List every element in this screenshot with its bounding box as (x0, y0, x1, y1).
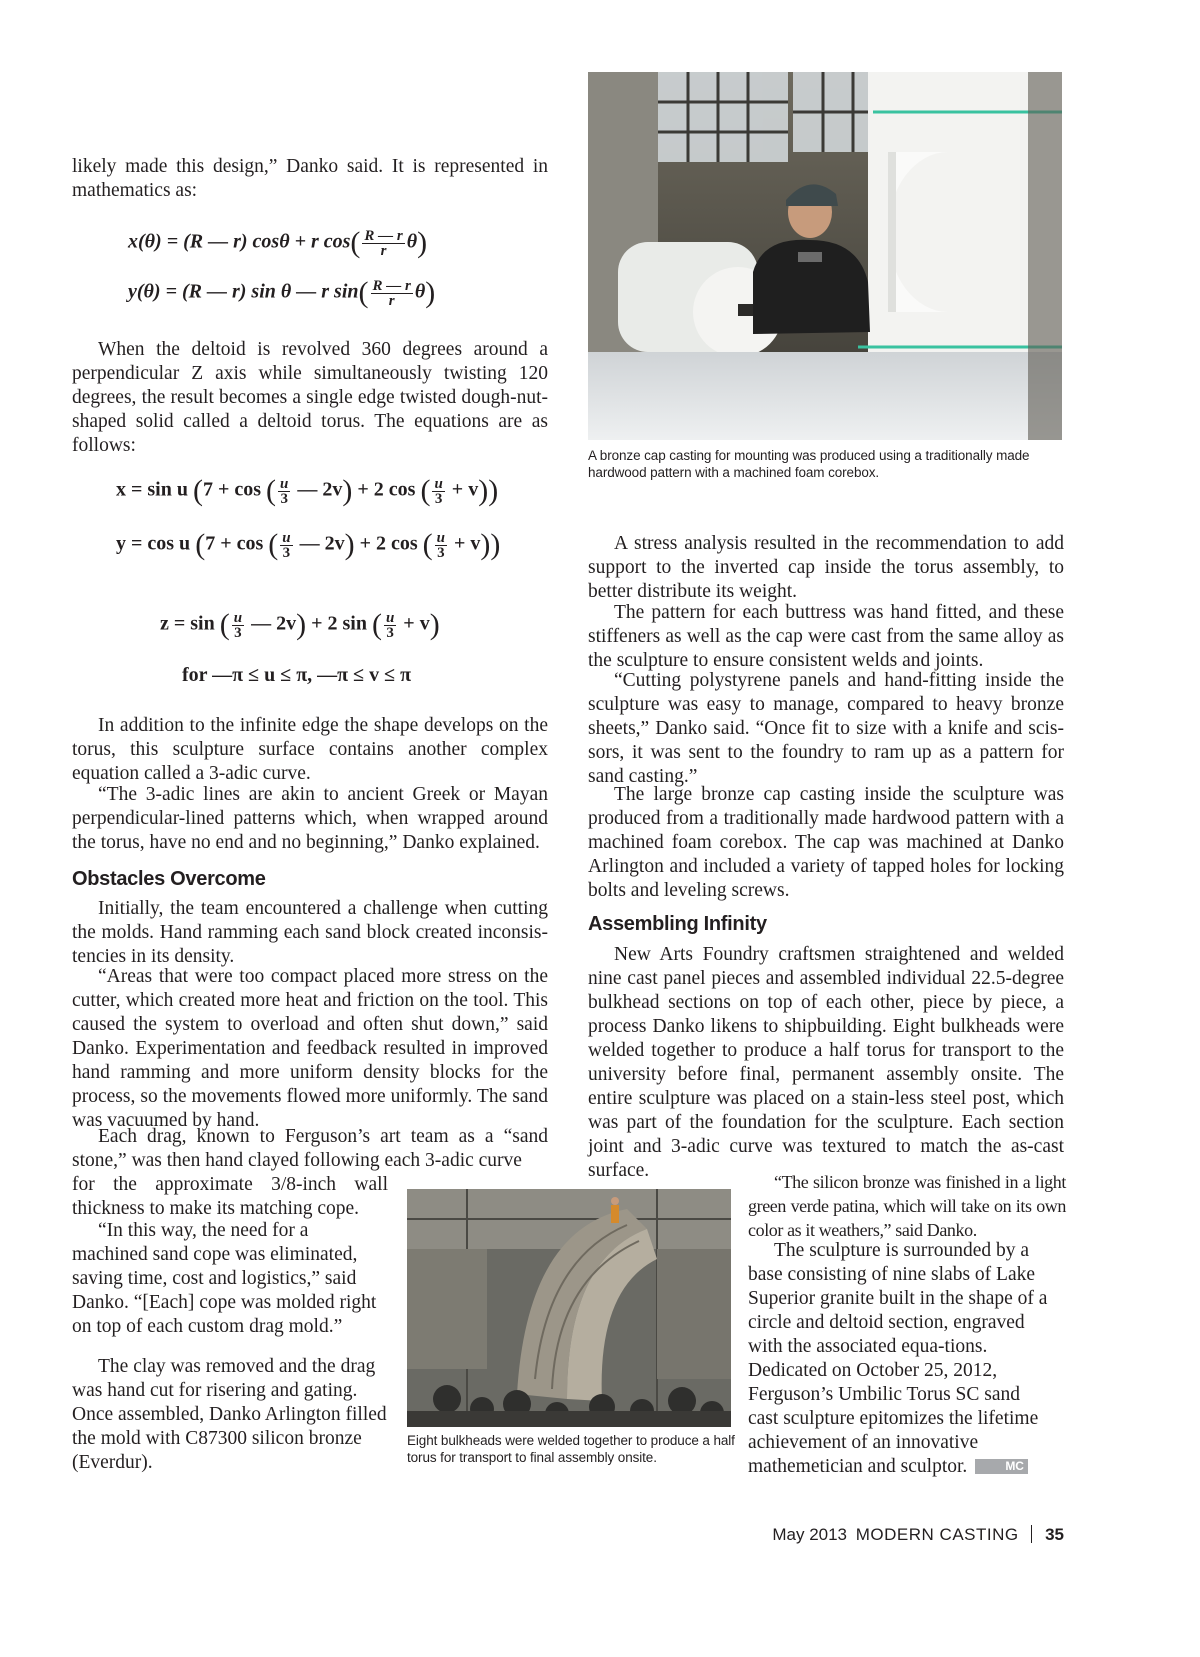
equation-y-lhs: y(θ) = (R — r) sin θ — r sin (128, 280, 359, 303)
drag-paragraph-continued: for the approximate 3/8-inch wall thickness to make its matching cope. (72, 1174, 388, 1219)
initially-paragraph: Initially, the team encountered a challenge when cutting the molds. Hand ramming each sand block created inconsis-tencies in its density. (72, 898, 548, 967)
photo-bulkheads-image (407, 1189, 731, 1427)
surrounded-text: The sculpture is surrounded by a base consisting of nine slabs of Lake Superior granite built in the shape of a circle and deltoid section, engraved with the associated equa-tions. Dedicated on October 25, 2012, Ferguson’s Umbilic Torus SC sand cast sculpture epitomizes the lifetime achievement of an innovative mathemetician and sculptor. (748, 1240, 1048, 1477)
stress-paragraph: A stress analysis resulted in the recommendation to add support to the inverted cap inside the torus assembly, to better distribute its weight. (588, 533, 1064, 602)
3adic-paragraph: “The 3-adic lines are akin to ancient Greek or Mayan perpendicular-lined patterns which, when wrapped around the torus, have no end and no beginning,” Danko explained. (72, 784, 548, 853)
page-footer (772, 1525, 1064, 1545)
photo-foam-corebox (588, 72, 1062, 440)
new-arts-paragraph: New Arts Foundry craftsmen straightened and welded nine cast panel pieces and assembled individual 22.5-degree bulkhead sections on top of each other, piece by piece, a process Danko likens to shipbuilding. Eight bulkheads were welded together to produce a half torus for transport to the university before final, permanent assembly onsite. The entire sculpture was placed on a stain-less steel post, which was part of the foundation for the sculpture. Each section joint and 3-adic curve was textured to match the as-cast surface. (588, 944, 1064, 1181)
drag-paragraph: Each drag, known to Ferguson’s art team as a “sand stone,” was then hand clayed following each 3-adic curve (72, 1126, 548, 1171)
photo-foam-corebox-image (588, 72, 1062, 440)
equation-x-lhs: x(θ) = (R — r) cosθ + r cos (128, 230, 351, 253)
intro-paragraph: likely made this design,” Danko said. It is represented in mathematics as: (72, 156, 548, 201)
equation-torus-x: x = sin u (7 + cos ( $\frac{u}{3}$ — 2v) + 2 cos ( $\frac{u}{3}$ + v)) (116, 474, 499, 507)
equation-deltoid-y: y(θ) = (R — r) sin θ — r sin( $\frac{R — r}{r}$ θ) (128, 276, 436, 309)
heading-obstacles-overcome: Obstacles Overcome (72, 868, 266, 890)
surrounded-paragraph (748, 1239, 1048, 1479)
photo-foam-corebox-caption: A bronze cap casting for mounting was produced using a traditionally made hardwood pattern with a machined foam corebox. (588, 448, 1030, 480)
equation-range: for —π ≤ u ≤ π, —π ≤ v ≤ π (182, 664, 412, 686)
in-this-way-paragraph: “In this way, the need for a machined sand cope was eliminated, saving time, cost and logistics,” said Danko. “[Each] cope was molded right on top of each custom drag mold.” (72, 1220, 377, 1337)
areas-paragraph: “Areas that were too compact placed more stress on the cutter, which created more heat and friction on the tool. This caused the system to overload and often shut down,” said Danko. Experimentation and feedback resulted in improved hand ramming and more uniform density blocks for the process, so the movements flowed more uniformly. The sand was vacuumed by hand. (72, 966, 548, 1131)
footer-date: May 2013 (772, 1525, 848, 1544)
footer-divider (1031, 1525, 1032, 1543)
footer-page-number: 35 (1045, 1525, 1064, 1544)
clay-paragraph: The clay was removed and the drag was hand cut for risering and gating. Once assembled, Danko Arlington filled the mold with C87300 silicon bronze (Everdur). (72, 1356, 387, 1473)
revolve-paragraph: When the deltoid is revolved 360 degrees around a perpendicular Z axis while simultaneously twisting 120 degrees, the result becomes a single edge twisted dough-nut-shaped solid called a deltoid torus. The equations are as follows: (72, 339, 548, 456)
footer-magazine: MODERN CASTING (855, 1525, 1019, 1544)
equation-torus-z: z = sin ( $\frac{u}{3}$ — 2v) + 2 sin ( $\frac{u}{3}$ + v) (160, 608, 440, 641)
large-cap-paragraph: The large bronze cap casting inside the sculpture was produced from a traditionally made hardwood pattern with a machined foam corebox. The cap was machined at Danko Arlington and included a variety of tapped holes for locking bolts and leveling screws. (588, 784, 1064, 901)
infinite-edge-paragraph: In addition to the infinite edge the shape develops on the torus, this sculpture surface contains another complex equation called a 3-adic curve. (72, 715, 548, 784)
equation-x-fraction: $\frac{R — r}{r}$ (364, 227, 403, 259)
equation-deltoid-x: x(θ) = (R — r) cosθ + r cos( $\frac{R — r}{r}$ θ) (128, 226, 428, 259)
pattern-paragraph: The pattern for each buttress was hand fitted, and these stiffeners as well as the cap were cast from the same alloy as the sculpture to ensure consistent welds and joints. (588, 602, 1064, 671)
mc-end-mark: MC (975, 1459, 1028, 1474)
silicon-bronze-paragraph: “The silicon bronze was finished in a light green verde patina, which will take on its own color as it weathers,” said Danko. (748, 1172, 1066, 1240)
cutting-paragraph: “Cutting polystyrene panels and hand-fitting inside the sculpture was easy to manage, compared to heavy bronze sheets,” Danko said. “Once fit to size with a knife and scis-sors, it was sent to the foundry to ram up as a pattern for sand casting.” (588, 670, 1064, 787)
heading-assembling-infinity: Assembling Infinity (588, 913, 767, 935)
equation-torus-y: y = cos u (7 + cos ( $\frac{u}{3}$ — 2v) + 2 cos ( $\frac{u}{3}$ + v)) (116, 528, 501, 561)
photo-bulkheads (407, 1189, 731, 1427)
equation-y-fraction: $\frac{R — r}{r}$ (372, 277, 411, 309)
photo-bulkheads-caption: Eight bulkheads were welded together to produce a half torus for transport to final assembly onsite. (407, 1433, 735, 1465)
